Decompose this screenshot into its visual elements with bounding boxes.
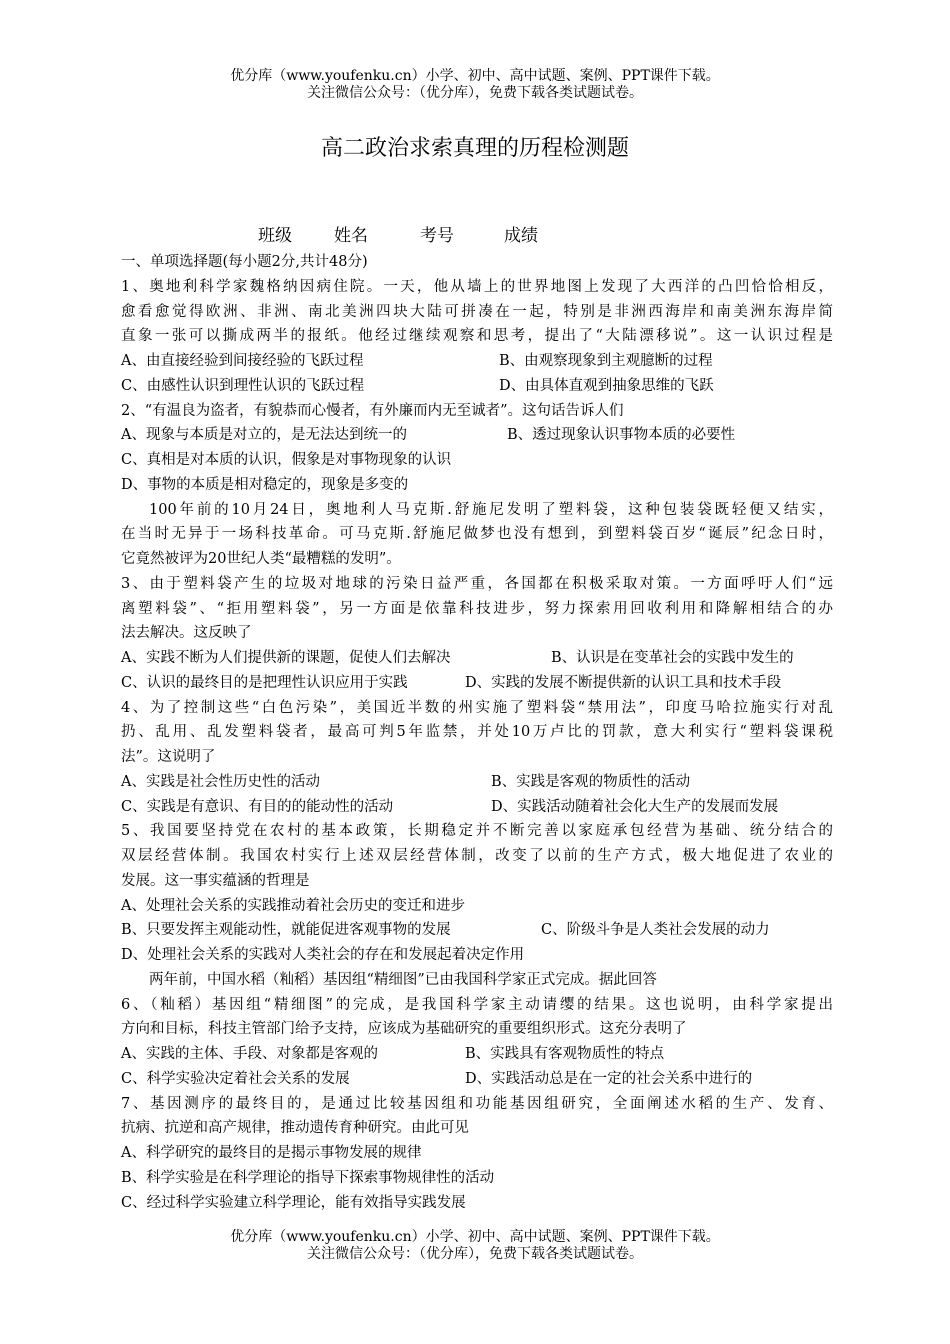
question-6-options-ab [121, 1042, 833, 1067]
header-line-2: 关注微信公众号：（优分库），免费下载各类试题试卷。 [307, 85, 643, 101]
question-7-option-c: C、经过科学实验建立科学理论，能有效指导实践发展 [121, 1194, 466, 1211]
section-heading: 一、单项选择题(每小题2分,共计48分) [121, 254, 368, 270]
question-1-line-3: 直象一张可以撕成两半的报纸。他经过继续观察和思考，提出了“大陆漂移说”。这一认识过程是 [121, 328, 833, 345]
material-1-line-3: 它竟然被评为20世纪人类“最糟糕的发明”。 [121, 551, 401, 567]
question-1-option-c: C、由感性认识到理性认识的飞跃过程 [121, 377, 365, 394]
question-3-option-a: A、实践不断为人们提供新的课题，促使人们去解决 [121, 650, 451, 666]
field-name: 姓名 [334, 226, 368, 246]
question-5-option-d: D、处理社会关系的实践对人类社会的存在和发展起着决定作用 [121, 947, 525, 963]
question-1-option-a: A、由直接经验到间接经验的飞跃过程 [121, 353, 364, 369]
question-3-options-cd [121, 671, 833, 696]
field-score: 成绩 [504, 226, 538, 246]
question-3-option-c: C、认识的最终目的是把理性认识应用于实践 [121, 674, 408, 691]
exam-content [121, 250, 833, 1215]
question-4-option-d: D、实践活动随着社会化大生产的发展而发展 [491, 798, 779, 815]
question-5-line-1: 5、我国要坚持党在农村的基本政策，长期稳定并不断完善以家庭承包经营为基础、统分结合的 [121, 823, 833, 840]
question-2-option-c: C、真相是对本质的认识，假象是对事物现象的认识 [121, 452, 452, 468]
material-2-line-1: 两年前，中国水稻（籼稻）基因组“精细图”已由我国科学家正式完成。据此回答 [149, 971, 657, 988]
question-4-option-b: B、实践是客观的物质性的活动 [491, 773, 691, 790]
question-6-line-2: 方向和目标，科技主管部门给予支持，应该成为基础研究的重要组织形式。这充分表明了 [121, 1021, 687, 1038]
question-3-option-d: D、实践的发展不断提供新的认识工具和技术手段 [465, 674, 782, 691]
question-2-options-ab [121, 423, 833, 448]
question-4-line-2: 扔、乱用、乱发塑料袋者，最高可判5年监禁，并处10万卢比的罚款，意大利实行“塑料袋课税 [121, 724, 833, 741]
footer-line-1: 优分库（www.youfenku.cn）小学、初中、高中试题、案例、PPT课件下载。 [230, 1229, 720, 1245]
page-title: 高二政治求索真理的历程检测题 [320, 136, 629, 161]
field-class: 班级 [258, 226, 292, 246]
question-6-option-b: B、实践具有客观物质性的特点 [465, 1046, 665, 1062]
question-5-options-bc [121, 918, 833, 943]
question-2-line-1: 2、“有温良为盗者，有貌恭而心慢者，有外廉而内无至诚者”。这句话告诉人们 [121, 402, 624, 419]
question-5-line-3: 发展。这一事实蕴涵的哲理是 [121, 872, 310, 889]
question-4-options-ab [121, 770, 833, 795]
question-6-option-a: A、实践的主体、手段、对象都是客观的 [121, 1046, 378, 1062]
question-4-option-c: C、实践是有意识、有目的的能动性的活动 [121, 798, 394, 815]
question-7-line-1: 7、基因测序的最终目的，是通过比较基因组和功能基因组研究，全面阐述水稻的生产、发育、 [121, 1095, 833, 1112]
question-1-line-2: 愈看愈觉得欧洲、非洲、南北美洲四块大陆可拼凑在一起，特别是非洲西海岸和南美洲东海岸简 [121, 303, 833, 320]
question-4-options-cd [121, 795, 833, 820]
question-5-option-a: A、处理社会关系的实践推动着社会历史的变迁和进步 [121, 897, 465, 914]
field-number: 考号 [420, 226, 454, 246]
question-3-option-b: B、认识是在变革社会的实践中发生的 [551, 650, 794, 666]
question-1-options-ab [121, 349, 833, 374]
question-2-option-b: B、透过现象认识事物本质的必要性 [507, 427, 736, 444]
question-4-option-a: A、实践是社会性历史性的活动 [121, 773, 320, 790]
question-4-line-1: 4、为了控制这些“白色污染”，美国近半数的州实施了塑料袋“禁用法”，印度马哈拉施实行对乱 [121, 699, 833, 716]
question-5-option-c: C、阶级斗争是人类社会发展的动力 [541, 922, 770, 939]
question-1-options-cd [121, 374, 833, 399]
question-3-line-1: 3、由于塑料袋产生的垃圾对地球的污染日益严重，各国都在积极采取对策。一方面呼吁人们“远 [121, 575, 833, 592]
material-1-line-2: 在当时无异于一场科技革命。可马克斯.舒施尼做梦也没有想到，到塑料袋百岁“诞辰”纪念日时， [121, 526, 833, 543]
question-6-options-cd [121, 1067, 833, 1092]
question-6-option-c: C、科学实验决定着社会关系的发展 [121, 1070, 350, 1087]
question-5-line-2: 双层经营体制。我国农村实行上述双层经营体制，改变了以前的生产方式，极大地促进了农业的 [121, 848, 833, 864]
question-3-options-ab [121, 646, 833, 671]
question-6-option-d: D、实践活动总是在一定的社会关系中进行的 [465, 1070, 753, 1087]
question-2-option-d: D、事物的本质是相对稳定的，现象是多变的 [121, 476, 409, 493]
question-1-option-d: D、由具体直观到抽象思维的飞跃 [499, 377, 714, 394]
question-1-option-b: B、由观察现象到主观臆断的过程 [499, 353, 713, 369]
question-6-line-1: 6、（籼稻）基因组“精细图”的完成，是我国科学家主动请缨的结果。这也说明，由科学家提出 [121, 996, 833, 1013]
question-7-line-2: 抗病、抗逆和高产规律，推动遗传育种研究。由此可见 [121, 1120, 469, 1137]
material-1-line-1: 100年前的10月24日，奥地利人马克斯.舒施尼发明了塑料袋，这种包装袋既轻便又结实， [149, 501, 833, 518]
header-line-1: 优分库（www.youfenku.cn）小学、初中、高中试题、案例、PPT课件下载。 [230, 68, 720, 84]
question-7-option-a: A、科学研究的最终目的是揭示事物发展的规律 [121, 1145, 422, 1161]
question-4-line-3: 法”。这说明了 [121, 749, 216, 765]
question-3-line-3: 法去解决。这反映了 [121, 625, 252, 642]
question-1-line-1: 1、奥地利科学家魏格纳因病住院。一天，他从墙上的世界地图上发现了大西洋的凸凹恰恰相反， [121, 278, 833, 295]
question-7-option-b: B、科学实验是在科学理论的指导下探索事物规律性的活动 [121, 1169, 495, 1186]
student-info-fields [258, 224, 538, 248]
question-3-line-2: 离塑料袋”、“拒用塑料袋”，另一方面是依靠科技进步，努力探索用回收利用和降解相结合的办 [121, 600, 833, 617]
question-2-option-a: A、现象与本质是对立的，是无法达到统一的 [121, 427, 407, 444]
footer-line-2: 关注微信公众号：（优分库），免费下载各类试题试卷。 [307, 1246, 643, 1262]
question-5-option-b: B、只要发挥主观能动性，就能促进客观事物的发展 [121, 922, 451, 939]
